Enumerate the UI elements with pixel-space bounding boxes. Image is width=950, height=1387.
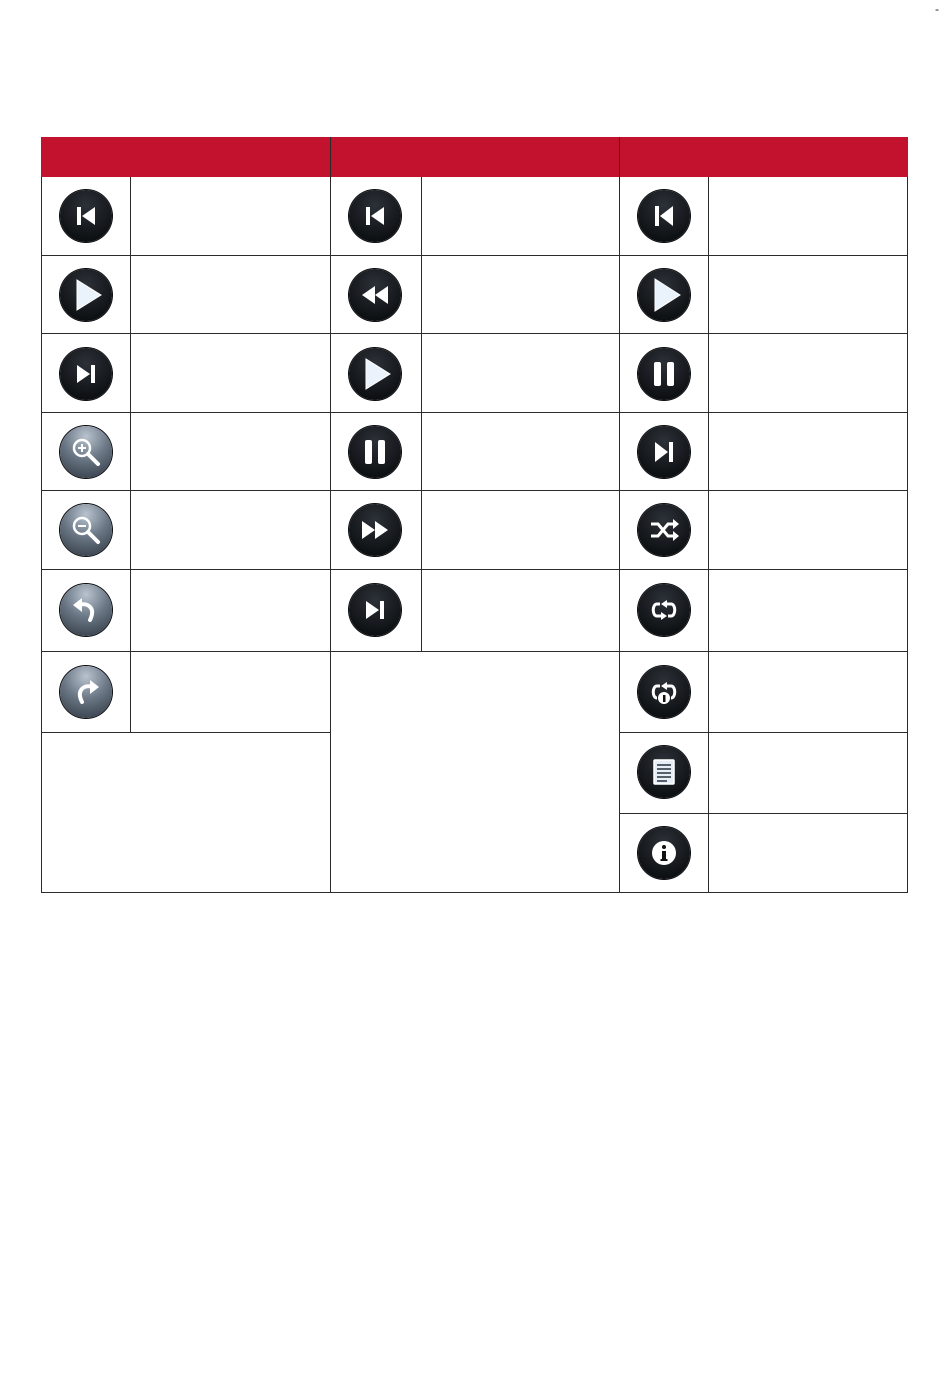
table-border	[620, 732, 908, 733]
zoom-in-icon	[60, 426, 112, 478]
repeat-one-button[interactable]	[638, 666, 690, 718]
table-header-1	[41, 137, 330, 177]
table-border	[331, 569, 619, 570]
skip-previous-button[interactable]	[349, 190, 401, 242]
play-button[interactable]	[60, 269, 112, 321]
table-border	[331, 255, 619, 256]
table-border	[41, 177, 42, 893]
table-border	[907, 177, 908, 893]
table-border	[41, 333, 330, 334]
pause-button[interactable]	[638, 348, 690, 400]
rotate-right-icon	[60, 666, 112, 718]
skip-previous-button[interactable]	[638, 190, 690, 242]
table-border	[130, 177, 131, 733]
table-border	[41, 651, 330, 652]
table-border	[619, 137, 620, 893]
play-icon	[638, 269, 690, 321]
table-border	[41, 490, 330, 491]
table-border	[331, 651, 619, 652]
skip-previous-icon	[638, 190, 690, 242]
skip-next-button[interactable]	[60, 348, 112, 400]
play-button[interactable]	[349, 348, 401, 400]
rotate-left-button[interactable]	[60, 584, 112, 636]
info-icon	[638, 827, 690, 879]
table-border	[421, 177, 422, 651]
repeat-one-icon	[638, 666, 690, 718]
rewind-button[interactable]	[349, 269, 401, 321]
pause-button[interactable]	[349, 426, 401, 478]
table-border	[620, 651, 908, 652]
table-border	[41, 255, 330, 256]
skip-previous-icon	[60, 190, 112, 242]
fast-forward-button[interactable]	[349, 504, 401, 556]
zoom-out-icon	[60, 504, 112, 556]
skip-next-icon	[638, 426, 690, 478]
skip-previous-icon	[349, 190, 401, 242]
rotate-left-icon	[60, 584, 112, 636]
play-icon	[60, 269, 112, 321]
zoom-out-button[interactable]	[60, 504, 112, 556]
repeat-icon	[638, 584, 690, 636]
repeat-button[interactable]	[638, 584, 690, 636]
table-border	[331, 490, 619, 491]
table-border	[41, 892, 908, 893]
rotate-right-button[interactable]	[60, 666, 112, 718]
info-button[interactable]	[638, 827, 690, 879]
shuffle-icon	[638, 504, 690, 556]
zoom-in-button[interactable]	[60, 426, 112, 478]
table-border	[620, 813, 908, 814]
pause-icon	[349, 426, 401, 478]
shuffle-button[interactable]	[638, 504, 690, 556]
table-border	[620, 412, 908, 413]
skip-next-icon	[349, 584, 401, 636]
table-border	[331, 333, 619, 334]
table-border	[41, 412, 330, 413]
play-button[interactable]	[638, 269, 690, 321]
play-icon	[349, 348, 401, 400]
table-header-3	[620, 137, 908, 177]
skip-next-icon	[60, 348, 112, 400]
table-border	[620, 255, 908, 256]
rewind-icon	[349, 269, 401, 321]
skip-next-button[interactable]	[349, 584, 401, 636]
table-border	[331, 412, 619, 413]
table-border	[41, 732, 330, 733]
table-border	[708, 177, 709, 893]
skip-previous-button[interactable]	[60, 190, 112, 242]
fast-forward-icon	[349, 504, 401, 556]
table-border	[330, 137, 331, 893]
table-header-2	[331, 137, 619, 177]
table-border	[620, 569, 908, 570]
playlist-icon	[638, 746, 690, 798]
table-border	[620, 490, 908, 491]
skip-next-button[interactable]	[638, 426, 690, 478]
page-corner-mark: -	[935, 2, 939, 16]
table-border	[41, 569, 330, 570]
pause-icon	[638, 348, 690, 400]
playlist-button[interactable]	[638, 746, 690, 798]
table-border	[620, 333, 908, 334]
